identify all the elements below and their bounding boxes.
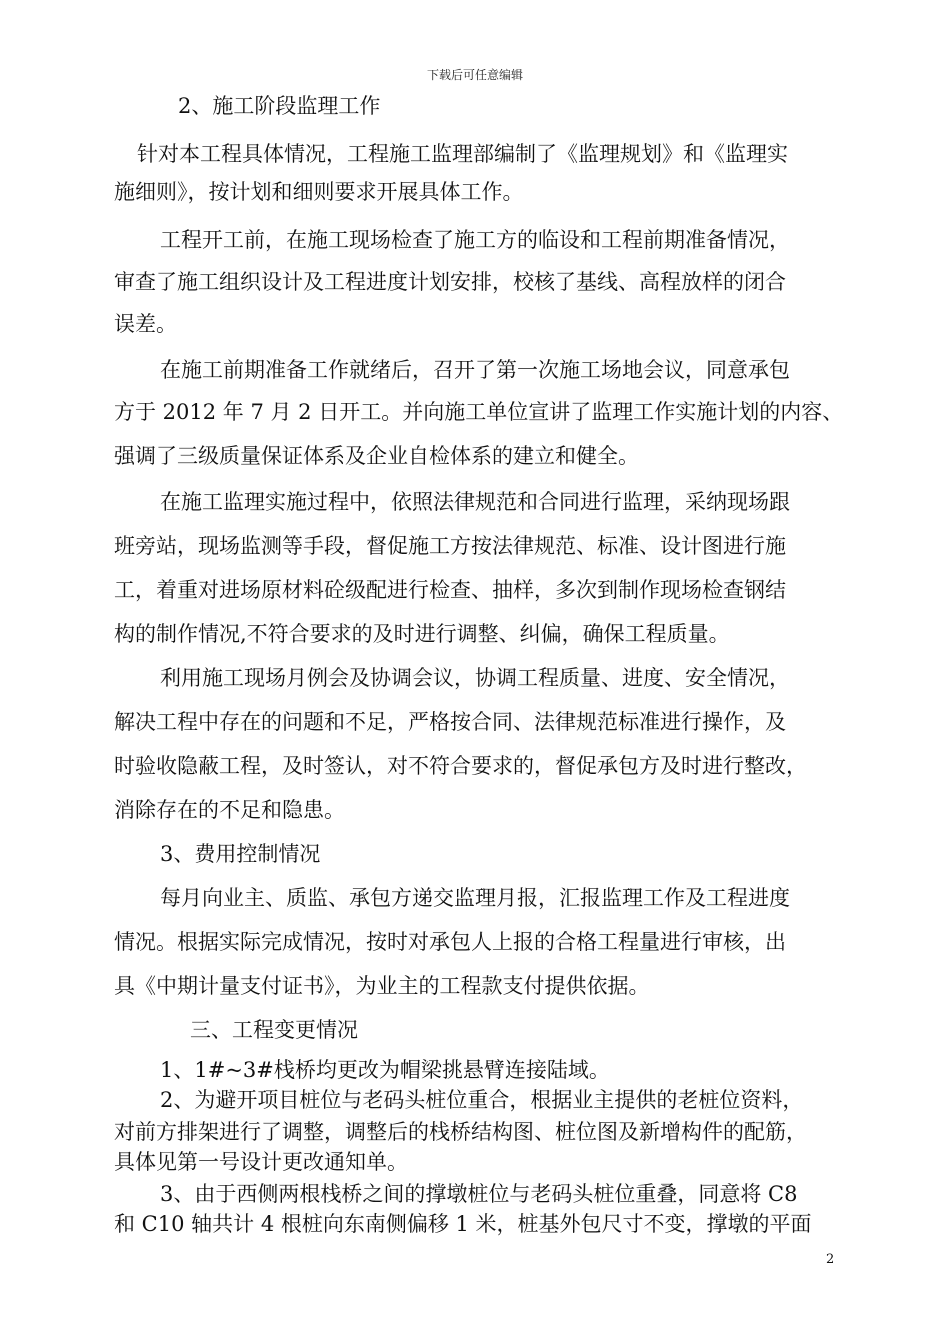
text-line: 2、为避开项目桩位与老码头桩位重合，根据业主提供的老桩位资料， [160,1088,804,1112]
text-line: 3、由于西侧两根栈桥之间的撑墩桩位与老码头桩位重叠，同意将 C8 [160,1182,798,1206]
section-heading: 三、工程变更情况 [190,1018,358,1042]
text-line: 在施工前期准备工作就绪后，召开了第一次施工场地会议，同意承包 [160,358,790,382]
text-line: 工，着重对进场原材料砼级配进行检查、抽样，多次到制作现场检查钢结 [114,578,786,602]
text-line: 利用施工现场月例会及协调会议，协调工程质量、进度、安全情况， [160,666,790,690]
text-line: 具体见第一号设计更改通知单。 [114,1150,408,1174]
text-line: 对前方排架进行了调整，调整后的栈桥结构图、桩位图及新增构件的配筋， [114,1120,807,1144]
text-line: 消除存在的不足和隐患。 [114,798,345,822]
text-line: 在施工监理实施过程中，依照法律规范和合同进行监理，采纳现场跟 [160,490,790,514]
text-line: 时验收隐蔽工程，及时签认，对不符合要求的，督促承包方及时进行整改， [114,754,807,778]
text-line: 1、1#~3#栈桥均更改为帽梁挑悬臂连接陆域。 [160,1058,610,1082]
text-line: 解决工程中存在的问题和不足，严格按合同、法律规范标准进行操作，及 [114,710,786,734]
text-line: 构的制作情况,不符合要求的及时进行调整、纠偏，确保工程质量。 [114,622,730,646]
section-heading: 2、施工阶段监理工作 [178,94,381,118]
text-line: 误差。 [114,312,177,336]
text-line: 情况。根据实际完成情况，按时对承包人上报的合格工程量进行审核，出 [114,930,786,954]
text-line: 施细则》，按计划和细则要求开展具体工作。 [114,180,524,204]
text-line: 方于 2012 年 7 月 2 日开工。并向施工单位宣讲了监理工作实施计划的内容、 [114,400,844,424]
text-line: 班旁站，现场监测等手段，督促施工方按法律规范、标准、设计图进行施 [114,534,786,558]
text-line: 具《中期计量支付证书》，为业主的工程款支付提供依据。 [114,974,650,998]
page-number: 2 [826,1252,835,1267]
text-line: 审查了施工组织设计及工程进度计划安排，校核了基线、高程放样的闭合 [114,270,786,294]
text-line: 每月向业主、质监、承包方递交监理月报，汇报监理工作及工程进度 [160,886,790,910]
text-line: 和 C10 轴共计 4 根桩向东南侧偏移 1 米，桩基外包尺寸不变，撑墩的平面 [114,1212,812,1236]
text-line: 工程开工前，在施工现场检查了施工方的临设和工程前期准备情况， [160,228,790,252]
text-line: 针对本工程具体情况，工程施工监理部编制了《监理规划》和《监理实 [137,142,788,166]
text-line: 强调了三级质量保证体系及企业自检体系的建立和健全。 [114,444,639,468]
section-heading: 3、费用控制情况 [160,842,321,866]
page-header: 下载后可任意编辑 [426,68,523,82]
